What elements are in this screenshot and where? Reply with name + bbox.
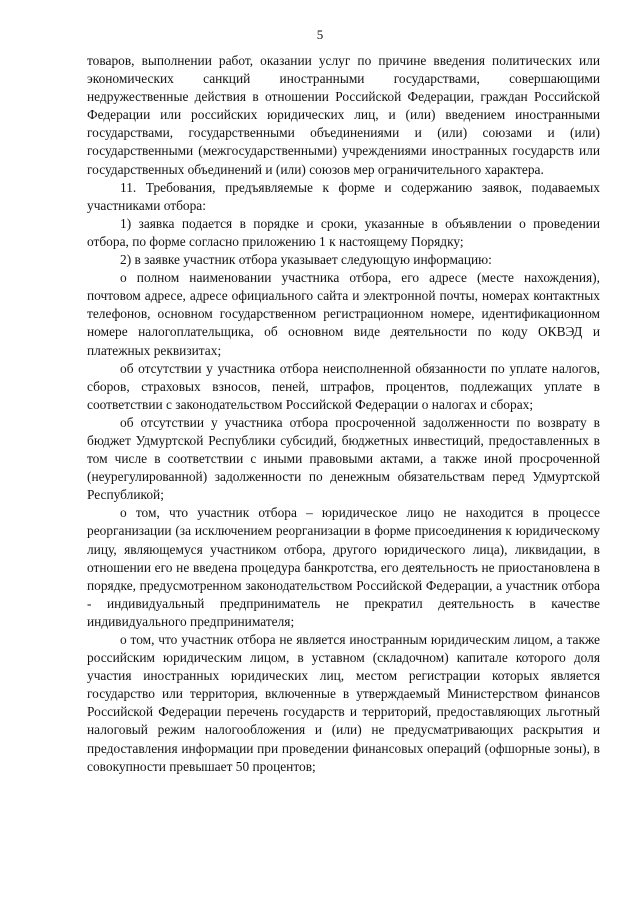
paragraph-subitem-1: 1) заявка подается в порядке и сроки, указанные в объявлении о проведении отбора, по форме согласно приложению 1 к настоящему Порядку; xyxy=(87,215,600,249)
paragraph-no-reorganization: о том, что участник отбора – юридическое лицо не находится в процессе реорганизации (за исключением реорганизации в форме присоединения к юридическому лицу, являющемуся участником отбора, другого юридического лица), ликвидации, в отношении его не введена процедура банкротства, его деятельность не приостановлена в порядке, предусмотренном законодательством Российской Федерации, а участник отбора - индивидуальный предприниматель не прекратил деятельность в качестве индивидуального предпринимателя; xyxy=(87,505,600,629)
paragraph-sanctions-continuation: товаров, выполнении работ, оказании услуг по причине введения политических или экономических санкций иностранными государствами, совершающими недружественные действия в отношении Российской Федерации, граждан Российской Федерации или российских юридических лиц, и (или) введением иностранными государствами, государственными объединениями и (или) союзами и (или) государственными (межгосударственными) учреждениями иностранных государств или государственных объединений и (или) союзов мер ограничительного характера. xyxy=(87,53,600,177)
paragraph-item-11-heading: 11. Требования, предъявляемые к форме и содержанию заявок, подаваемых участниками отбора: xyxy=(87,179,600,213)
document-body xyxy=(87,52,600,776)
paragraph-subitem-2: 2) в заявке участник отбора указывает следующую информацию: xyxy=(120,252,492,268)
page-number: 5 xyxy=(316,27,324,42)
paragraph-not-foreign-entity: о том, что участник отбора не является иностранным юридическим лицом, а также российским юридическим лицом, в уставном (складочном) капитале которого доля участия иностранных юридических лиц, местом регистрации которых является государство или территория, включенные в утверждаемый Министерством финансов Российской Федерации перечень государств и территорий, предоставляющих льготный налоговый режим налогообложения и (или) не предусматривающих раскрытия и предоставления информации при проведении финансовых операций (офшорные зоны), в совокупности превышает 50 процентов; xyxy=(87,632,600,774)
paragraph-no-overdue-debt: об отсутствии у участника отбора просроченной задолженности по возврату в бюджет Удмуртской Республики субсидий, бюджетных инвестиций, предоставленных в том числе в соответствии с иными правовыми актами, а также иной просроченной (неурегулированной) задолженности по денежным обязательствам перед Удмуртской Республикой; xyxy=(87,414,600,503)
paragraph-participant-details: о полном наименовании участника отбора, его адресе (месте нахождения), почтовом адресе, адресе официального сайта и электронной почты, номерах контактных телефонов, основном государственном регистрационном номере, идентификационном номере налогоплательщика, об основном виде деятельности по коду ОКВЭД и платежных реквизитах; xyxy=(87,270,600,358)
paragraph-no-tax-arrears: об отсутствии у участника отбора неисполненной обязанности по уплате налогов, сборов, страховых взносов, пеней, штрафов, процентов, подлежащих уплате в соответствии с законодательством Российской Федерации о налогах и сборах; xyxy=(87,360,600,412)
